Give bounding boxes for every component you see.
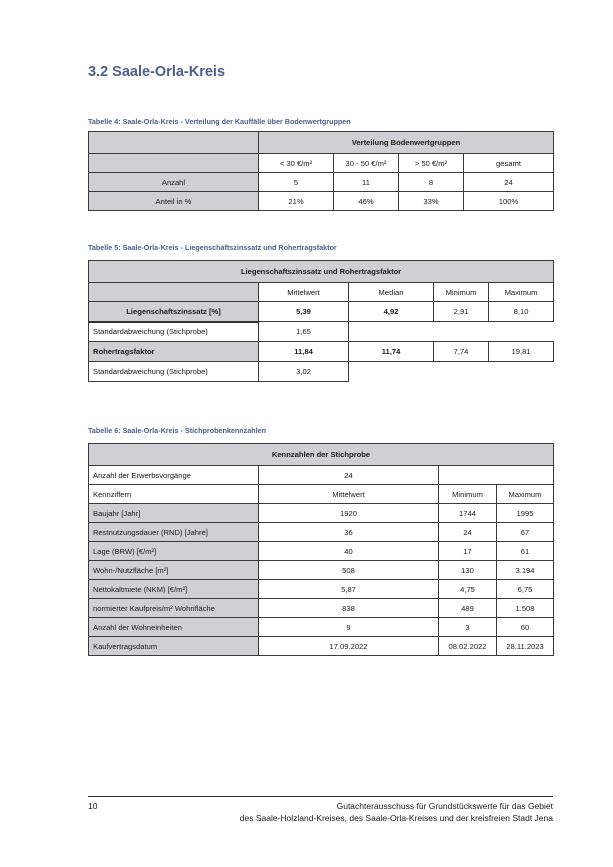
cell: 1744 bbox=[439, 504, 497, 523]
table6 bbox=[88, 443, 554, 656]
table5-col-header: Maximum bbox=[489, 283, 554, 302]
table4-col-header: gesamt bbox=[464, 154, 554, 173]
cell: 40 bbox=[259, 542, 439, 561]
cell: 8,10 bbox=[489, 302, 554, 322]
table4-col-header: 30 - 50 €/m² bbox=[334, 154, 399, 173]
count-label: Anzahl der Erwerbsvorgänge bbox=[89, 466, 259, 485]
cell: 5,39 bbox=[259, 302, 349, 322]
cell: 5 bbox=[259, 173, 334, 192]
table-row bbox=[89, 580, 554, 599]
row-label: Baujahr [Jahr] bbox=[89, 504, 259, 523]
table4 bbox=[88, 131, 554, 211]
table4-col-header: < 30 €/m² bbox=[259, 154, 334, 173]
cell: 489 bbox=[439, 599, 497, 618]
table6-col-header: Minimum bbox=[439, 485, 497, 504]
table-row bbox=[89, 173, 554, 192]
row-label: Restnutzungsdauer (RND) [Jahre] bbox=[89, 523, 259, 542]
cell: 17 bbox=[439, 542, 497, 561]
table-row bbox=[89, 561, 554, 580]
row-label: Anzahl der Wohneinheiten bbox=[89, 618, 259, 637]
cell: 1.508 bbox=[497, 599, 554, 618]
table6-col-header: Mittelwert bbox=[259, 485, 439, 504]
cell: 3 bbox=[439, 618, 497, 637]
cell: 130 bbox=[439, 561, 497, 580]
blank-cell bbox=[349, 362, 554, 382]
table4-col-header: > 50 €/m² bbox=[399, 154, 464, 173]
row-label: Standardabweichung (Stichprobe) bbox=[89, 322, 259, 342]
table-row bbox=[89, 504, 554, 523]
row-label: Standardabweichung (Stichprobe) bbox=[89, 362, 259, 382]
cell: 24 bbox=[464, 173, 554, 192]
table6-header: Kennzahlen der Stichprobe bbox=[89, 444, 554, 466]
row-label: Lage (BRW) [€/m²] bbox=[89, 542, 259, 561]
cell: 61 bbox=[497, 542, 554, 561]
table4-header-spacer bbox=[89, 132, 259, 154]
footer-divider bbox=[88, 796, 553, 797]
row-label: normierter Kaufpreis/m² Wohnfläche bbox=[89, 599, 259, 618]
row-label: Anzahl bbox=[89, 173, 259, 192]
cell: 8 bbox=[399, 173, 464, 192]
cell: 838 bbox=[259, 599, 439, 618]
table6-caption: Tabelle 6: Saale-Orla-Kreis - Stichprobenkennzahlen bbox=[88, 426, 267, 435]
cell: 1,65 bbox=[259, 322, 349, 342]
section-title: 3.2 Saale-Orla-Kreis bbox=[88, 64, 226, 80]
table4-header: Verteilung Bodenwertgruppen bbox=[259, 132, 554, 154]
row-label: Kaufvertragsdatum bbox=[89, 637, 259, 656]
row-label: Nettokaltmiete (NKM) [€/m²] bbox=[89, 580, 259, 599]
table5-col-header: Minimum bbox=[434, 283, 489, 302]
count-value: 24 bbox=[259, 466, 439, 485]
blank-cell bbox=[349, 322, 554, 342]
cell: 60 bbox=[497, 618, 554, 637]
cell: 508 bbox=[259, 561, 439, 580]
footer-line-2: des Saale-Holzland-Kreises, des Saale-Orla-Kreises und der kreisfreien Stadt Jena bbox=[239, 813, 553, 823]
table5-header: Liegenschaftszinssatz und Rohertragsfaktor bbox=[89, 261, 554, 283]
cell: 33% bbox=[399, 192, 464, 211]
cell: 46% bbox=[334, 192, 399, 211]
cell: 24 bbox=[439, 523, 497, 542]
table6-col-header: Maximum bbox=[497, 485, 554, 504]
footer-text bbox=[173, 800, 553, 824]
cell: 11,74 bbox=[349, 342, 434, 362]
table-row bbox=[89, 523, 554, 542]
cell: 1920 bbox=[259, 504, 439, 523]
page-number: 10 bbox=[88, 801, 98, 811]
table4-caption: Tabelle 4: Saale-Orla-Kreis - Verteilung der Kauffälle über Bodenwertgruppen bbox=[88, 117, 351, 126]
table-row bbox=[89, 342, 554, 362]
blank-cell bbox=[439, 466, 554, 485]
cell: 08.02.2022 bbox=[439, 637, 497, 656]
table4-corner bbox=[89, 154, 259, 173]
cell: 11 bbox=[334, 173, 399, 192]
table5-caption: Tabelle 5: Saale-Orla-Kreis - Liegenschaftszinssatz und Rohertragsfaktor bbox=[88, 243, 337, 252]
cell: 36 bbox=[259, 523, 439, 542]
table-row bbox=[89, 362, 554, 382]
cell: 7,74 bbox=[434, 342, 489, 362]
table5-corner bbox=[89, 283, 259, 302]
row-label: Anteil in % bbox=[89, 192, 259, 211]
footer-line-1: Gutachterausschuss für Grundstückswerte für das Gebiet bbox=[336, 801, 553, 811]
table-row bbox=[89, 302, 554, 322]
cell: 4,75 bbox=[439, 580, 497, 599]
table-row bbox=[89, 637, 554, 656]
table6-col-header: Kennziffern bbox=[89, 485, 259, 504]
table-row bbox=[89, 192, 554, 211]
cell: 2,91 bbox=[434, 302, 489, 322]
row-label: Rohertragsfaktor bbox=[89, 342, 259, 362]
table-row bbox=[89, 322, 554, 342]
cell: 4,92 bbox=[349, 302, 434, 322]
cell: 5,87 bbox=[259, 580, 439, 599]
table5-col-header: Mittelwert bbox=[259, 283, 349, 302]
cell: 19,81 bbox=[489, 342, 554, 362]
cell: 67 bbox=[497, 523, 554, 542]
cell: 1995 bbox=[497, 504, 554, 523]
cell: 21% bbox=[259, 192, 334, 211]
cell: 100% bbox=[464, 192, 554, 211]
cell: 28.11.2023 bbox=[497, 637, 554, 656]
table5 bbox=[88, 260, 554, 382]
table5-col-header: Median bbox=[349, 283, 434, 302]
cell: 11,84 bbox=[259, 342, 349, 362]
row-label: Wohn-/Nutzfläche [m²] bbox=[89, 561, 259, 580]
cell: 9 bbox=[259, 618, 439, 637]
table-row bbox=[89, 542, 554, 561]
row-label: Liegenschaftszinssatz [%] bbox=[89, 302, 259, 322]
cell: 6,75 bbox=[497, 580, 554, 599]
table-row bbox=[89, 618, 554, 637]
table-row bbox=[89, 599, 554, 618]
cell: 3,02 bbox=[259, 362, 349, 382]
cell: 17.09.2022 bbox=[259, 637, 439, 656]
cell: 3.194 bbox=[497, 561, 554, 580]
